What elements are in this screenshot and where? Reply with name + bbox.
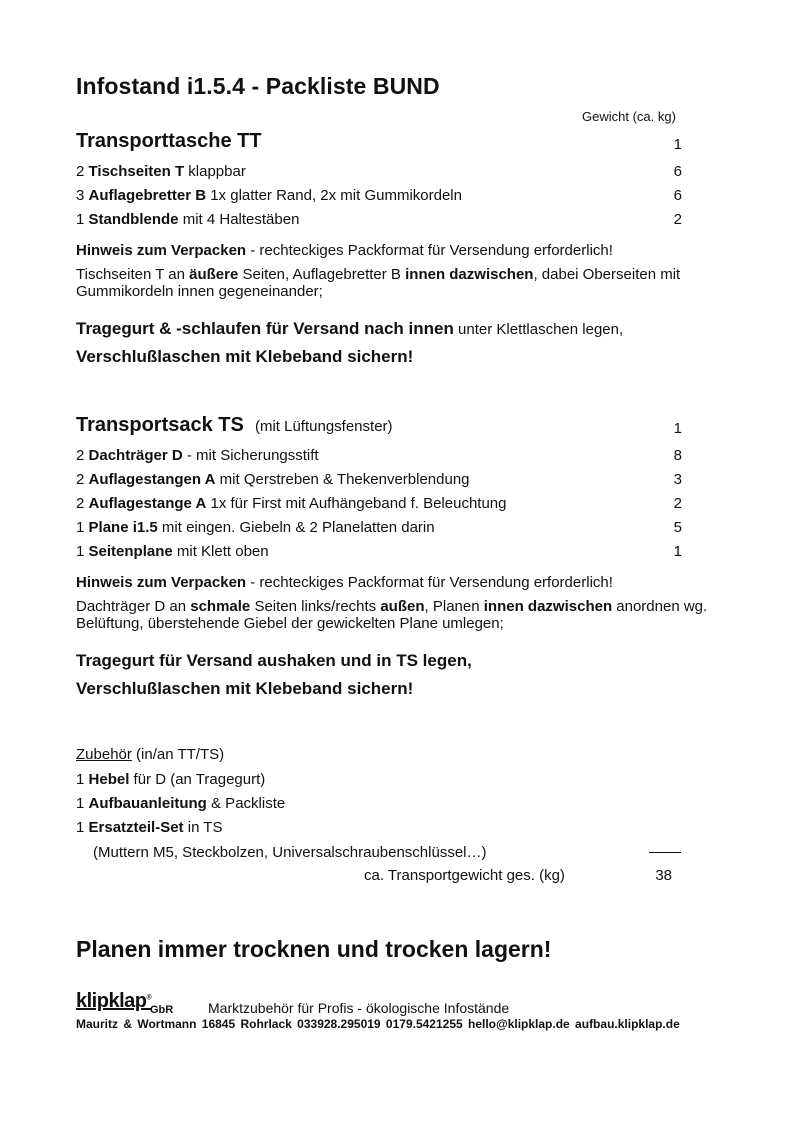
- tt-instruction-1: Tragegurt & -schlaufen für Versand nach innen unter Klettlaschen legen,: [76, 319, 624, 338]
- accessory-item-2: 1 Aufbauanleitung & Packliste: [76, 795, 286, 812]
- tt-packing-note: Tischseiten T an äußere Seiten, Auflagebretter B innen dazwischen, dabei Oberseiten mit Gummikordeln innen gegeneinander;: [76, 266, 681, 300]
- ts-item-1-weight: 8: [673, 447, 682, 464]
- tt-item-3-weight: 2: [673, 211, 682, 228]
- total-weight-label: ca. Transportgewicht ges. (kg): [364, 867, 565, 884]
- klipklap-logo: klipklap®: [76, 990, 152, 1012]
- ts-packing-hint: Hinweis zum Verpacken - rechteckiges Packformat für Versendung erforderlich!: [76, 574, 613, 591]
- ts-packing-note: Dachträger D an schmale Seiten links/rechts außen, Planen innen dazwischen anordnen wg. Belüftung, überstehende Giebel der gewickelten Plane umlegen;: [76, 598, 708, 632]
- company-contact-line: Mauritz & Wortmann 16845 Rohrlack 033928.295019 0179.5421255 hello@klipklap.de aufbau.klipklap.de: [76, 1017, 680, 1031]
- section-ts-title: Transportsack TS (mit Lüftungsfenster): [76, 414, 393, 436]
- ts-instruction-1: Tragegurt für Versand aushaken und in TS legen,: [76, 651, 472, 670]
- accessory-item-1: 1 Hebel für D (an Tragegurt): [76, 771, 266, 788]
- ts-item-3: 2 Auflagestange A 1x für First mit Aufhängeband f. Beleuchtung: [76, 495, 507, 512]
- section-ts-weight: 1: [673, 420, 682, 437]
- ts-item-4-weight: 5: [673, 519, 682, 536]
- tt-item-2: 3 Auflagebretter B 1x glatter Rand, 2x mit Gummikordeln: [76, 187, 462, 204]
- tt-item-3: 1 Standblende mit 4 Haltestäben: [76, 211, 300, 228]
- accessory-detail: (Muttern M5, Steckbolzen, Universalschraubenschlüssel…): [93, 844, 487, 861]
- ts-item-2-weight: 3: [673, 471, 682, 488]
- ts-item-2: 2 Auflagestangen A mit Qerstreben & Thekenverblendung: [76, 471, 470, 488]
- ts-instruction-2: Verschlußlaschen mit Klebeband sichern!: [76, 679, 414, 698]
- ts-item-3-weight: 2: [673, 495, 682, 512]
- tt-instruction-2: Verschlußlaschen mit Klebeband sichern!: [76, 347, 414, 366]
- tt-item-2-weight: 6: [673, 187, 682, 204]
- final-notice: Planen immer trocknen und trocken lagern!: [76, 936, 552, 962]
- section-tt-title: Transporttasche TT: [76, 130, 262, 152]
- company-form: GbR: [150, 1004, 174, 1016]
- sum-line: [649, 852, 681, 853]
- ts-item-5: 1 Seitenplane mit Klett oben: [76, 543, 269, 560]
- accessories-heading: Zubehör (in/an TT/TS): [76, 746, 225, 763]
- tt-item-1: 2 Tischseiten T klappbar: [76, 163, 246, 180]
- company-slogan: Marktzubehör für Profis - ökologische Infostände: [208, 1000, 510, 1016]
- tt-packing-hint: Hinweis zum Verpacken - rechteckiges Packformat für Versendung erforderlich!: [76, 242, 613, 259]
- total-weight-value: 38: [655, 867, 672, 884]
- accessory-item-3: 1 Ersatzteil-Set in TS: [76, 819, 223, 836]
- ts-item-4: 1 Plane i1.5 mit eingen. Giebeln & 2 Planelatten darin: [76, 519, 435, 536]
- page-title: Infostand i1.5.4 - Packliste BUND: [76, 73, 440, 99]
- weight-column-header: Gewicht (ca. kg): [582, 109, 676, 124]
- section-tt-weight: 1: [673, 136, 682, 153]
- tt-item-1-weight: 6: [673, 163, 682, 180]
- ts-item-5-weight: 1: [673, 543, 682, 560]
- ts-item-1: 2 Dachträger D - mit Sicherungsstift: [76, 447, 319, 464]
